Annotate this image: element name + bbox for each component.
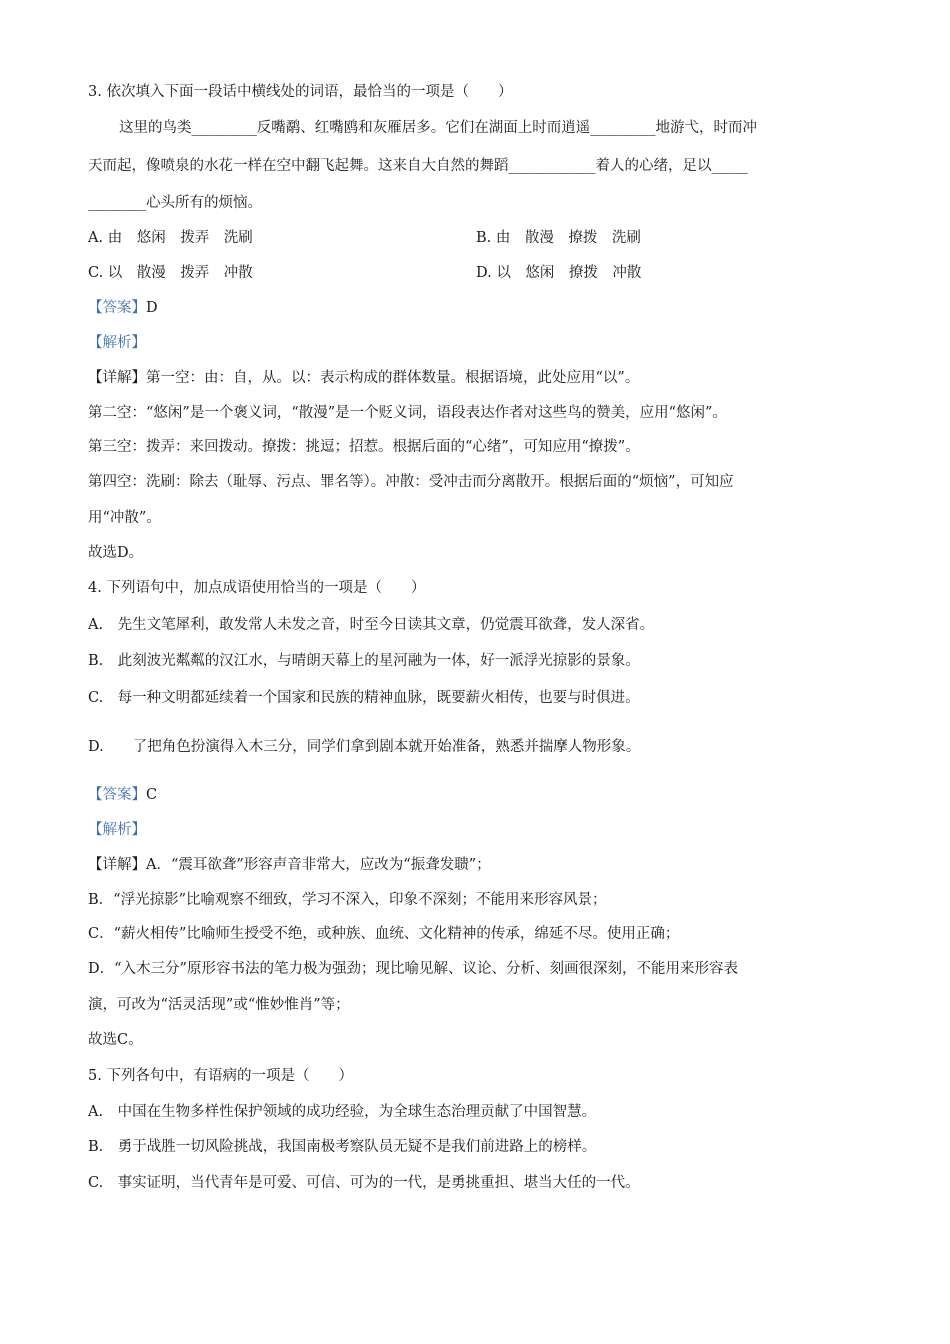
q4-detail-b: B．“浮光掠影”比喻观察不细致，学习不深入，印象不深刻；不能用来形容风景； (88, 892, 607, 908)
q3-analysis-tag: 【解析】 (88, 335, 146, 351)
q3-passage-line-1: 这里的鸟类_________反嘴鹬、红嘴鸥和灰雁居多。它们在湖面上时而逍遥_________地游弋，时而冲 (119, 120, 757, 136)
q5-stem: 5. 下列各句中，有语病的一项是（ ） (88, 1068, 353, 1084)
q4-detail-c: C．“薪火相传”比喻师生授受不绝，或种族、血统、文化精神的传承，绵延不尽。使用正确； (88, 926, 680, 942)
q4-detail-a-text: A．“震耳欲聋”形容声音非常大，应改为“振聋发聩”； (146, 857, 491, 873)
q3-conclusion: 故选D。 (88, 545, 144, 561)
q4-option-c: C. 每一种文明都延续着一个国家和民族的精神血脉，既要薪火相传，也要与时俱进。 (88, 690, 640, 706)
q3-option-d: D. 以 悠闲 撩拨 冲散 (476, 265, 642, 281)
q3-passage-line-3: ________心头所有的烦恼。 (88, 195, 262, 211)
q4-detail-a (88, 855, 491, 875)
q4-option-d: D. 了把角色扮演得入木三分，同学们拿到剧本就开始准备，熟悉并揣摩人物形象。 (88, 739, 641, 755)
q4-detail-d1: D．“入木三分”原形容书法的笔力极为强劲；现比喻见解、议论、分析、刻画很深刻，不能用来形容表 (88, 961, 738, 977)
q4-answer-value: C (146, 787, 158, 803)
q3-detail-1 (88, 368, 639, 388)
q3-detail-4b: 用“冲散”。 (88, 510, 161, 526)
q3-detail-4a: 第四空：洗刷：除去（耻辱、污点、罪名等）。冲散：受冲击而分离散开。根据后面的“烦恼”，可知应 (88, 474, 734, 490)
q3-detail-tag: 【详解】 (88, 370, 146, 386)
q3-detail-3: 第三空：拨弄：来回拨动。撩拨：挑逗；招惹。根据后面的“心绪”，可知应用“撩拨”。 (88, 439, 640, 455)
q4-detail-d2: 演，可改为“活灵活现”或“惟妙惟肖”等； (88, 997, 350, 1013)
q5-option-c: C. 事实证明，当代青年是可爱、可信、可为的一代，是勇挑重担、堪当大任的一代。 (88, 1175, 640, 1191)
q3-option-c: C. 以 散漫 拨弄 冲散 (88, 265, 253, 281)
q3-detail-1-text: 第一空：由：自，从。以：表示构成的群体数量。根据语境，此处应用“以”。 (146, 370, 640, 386)
q4-answer-tag: 【答案】 (88, 787, 146, 803)
q4-conclusion: 故选C。 (88, 1032, 143, 1048)
q4-analysis-tag: 【解析】 (88, 822, 146, 838)
q4-detail-tag: 【详解】 (88, 857, 146, 873)
q3-answer-tag: 【答案】 (88, 300, 146, 316)
q3-answer-value: D (146, 300, 158, 316)
q3-passage-line-2: 天而起，像喷泉的水花一样在空中翻飞起舞。这来自大自然的舞蹈____________着人的心绪，足以_____ (88, 158, 748, 174)
q3-detail-2: 第二空：“悠闲”是一个褒义词，“散漫”是一个贬义词，语段表达作者对这些鸟的赞美，应用“悠闲”。 (88, 405, 727, 421)
q5-option-b: B. 勇于战胜一切风险挑战，我国南极考察队员无疑不是我们前进路上的榜样。 (88, 1139, 597, 1155)
q4-stem: 4. 下列语句中，加点成语使用恰当的一项是（ ） (88, 580, 426, 596)
q3-option-a: A. 由 悠闲 拨弄 洗刷 (88, 230, 253, 246)
q3-option-b: B. 由 散漫 撩拨 洗刷 (476, 230, 641, 246)
q5-option-a: A. 中国在生物多样性保护领域的成功经验，为全球生态治理贡献了中国智慧。 (88, 1104, 597, 1120)
q4-option-b: B. 此刻波光粼粼的汉江水，与晴朗天幕上的星河融为一体，好一派浮光掠影的景象。 (88, 653, 640, 669)
q3-stem: 3. 依次填入下面一段话中横线处的词语，最恰当的一项是（ ） (88, 84, 513, 100)
q3-answer (88, 298, 158, 318)
q4-option-a: A. 先生文笔犀利，敢发常人未发之音，时至今日读其文章，仍觉震耳欲聋，发人深省。 (88, 617, 655, 633)
q4-answer (88, 785, 157, 805)
